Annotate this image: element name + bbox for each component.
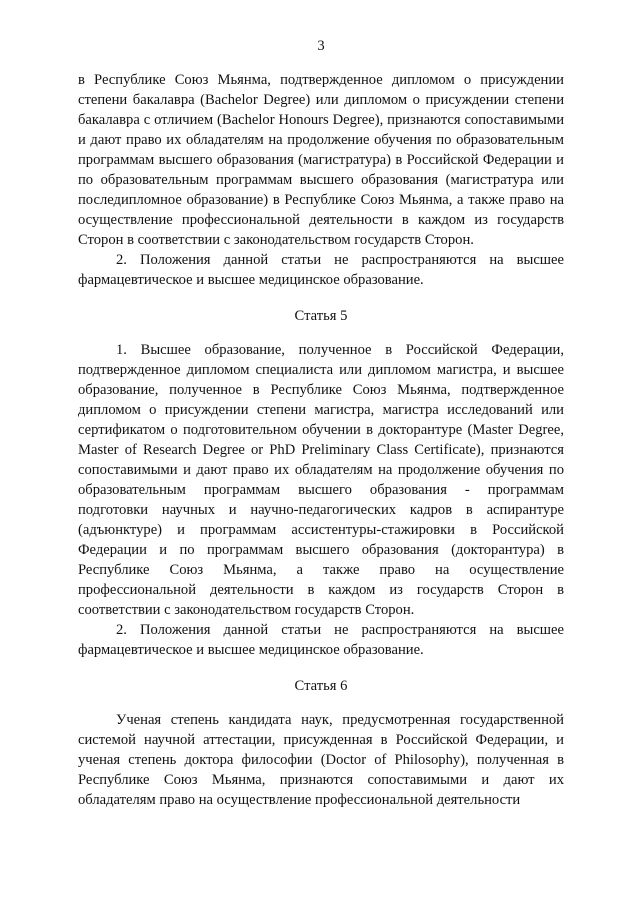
- document-page: [78, 36, 564, 810]
- paragraph-article4-clause2: 2. Положения данной статьи не распространяются на высшее фармацевтическое и высшее медицинское образование.: [78, 252, 564, 288]
- paragraph-article5-clause1: 1. Высшее образование, полученное в Российской Федерации, подтвержденное дипломом специалиста или дипломом магистра, и высшее образование, полученное в Республике Союз Мьянма, подтвержденное дипломом о присуждении степени магистра, магистра исследований или сертификатом о подготовительном обучении в докторантуре (Master Degree, Master of Research Degree or PhD Preliminary Class Certificate), признаются сопоставимыми и дают право их обладателям на продолжение обучения по образовательным программам высшего образования - программам подготовки научных и научно-педагогических кадров в аспирантуре (адъюнктуре) и программам ассистентуры-стажировки в Российской Федерации и по программам высшего образования (докторантура) в Республике Союз Мьянма, а также право на осуществление профессиональной деятельности в каждом из государств Сторон в соответствии с законодательством государств Сторон.: [78, 342, 564, 618]
- page-number: 3: [317, 38, 325, 54]
- article-6-heading: Статья 6: [294, 678, 348, 694]
- paragraph-article6-body: Ученая степень кандидата наук, предусмотренная государственной системой научной аттестации, присужденная в Российской Федерации, и ученая степень доктора философии (Doctor of Philosophy), полученная в Республике Союз Мьянма, признаются сопоставимыми и дают их обладателям право на осуществление профессиональной деятельности: [78, 712, 564, 808]
- paragraph-article5-clause2: 2. Положения данной статьи не распространяются на высшее фармацевтическое и высшее медицинское образование.: [78, 622, 564, 658]
- paragraph-article4-continued: в Республике Союз Мьянма, подтвержденное дипломом о присуждении степени бакалавра (Bachelor Degree) или дипломом о присуждении степени бакалавра с отличием (Bachelor Honours Degree), признаются сопоставимыми и дают право их обладателям на продолжение обучения по образовательным программам высшего образования (магистратура) в Российской Федерации и по образовательным программам высшего образования (магистратура или последипломное образование) в Республике Союз Мьянма, а также право на осуществление профессиональной деятельности в каждом из государств Сторон в соответствии с законодательством государств Сторон.: [78, 72, 564, 248]
- article-5-heading: Статья 5: [294, 308, 348, 324]
